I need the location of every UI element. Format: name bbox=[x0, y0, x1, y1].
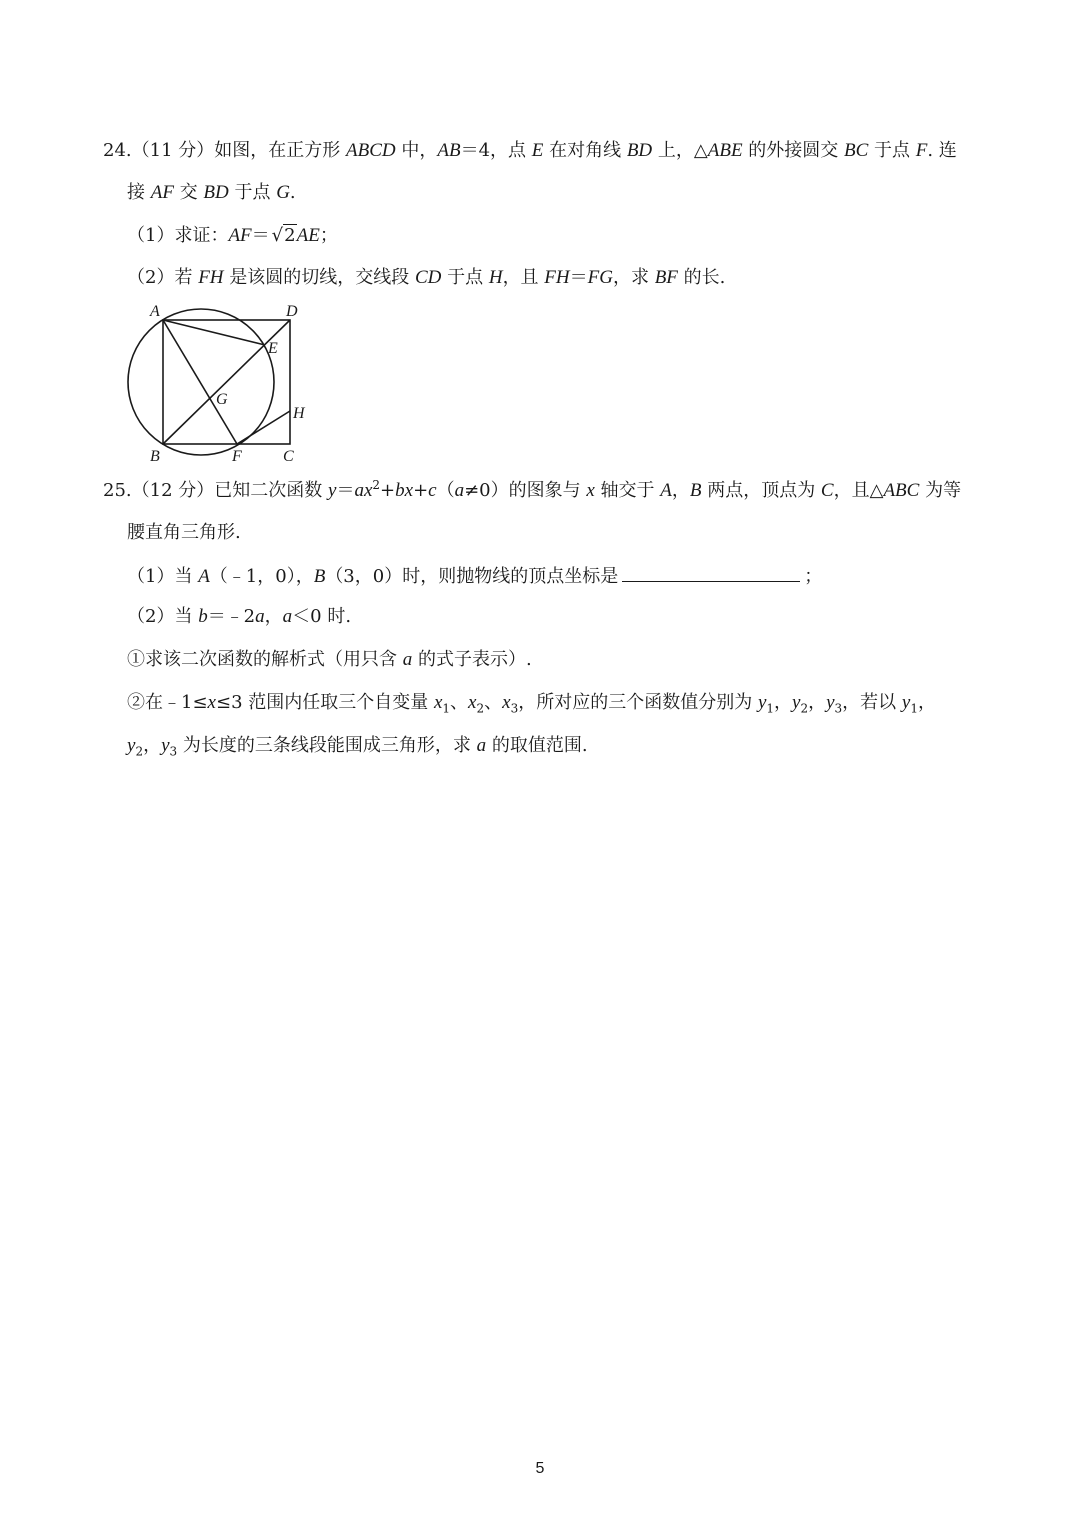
q24-text: 的外接圆交 bbox=[742, 140, 845, 161]
q25-text: ≠0）的图象与 bbox=[464, 480, 587, 501]
label-d: D bbox=[286, 303, 298, 320]
q25-part2 bbox=[127, 605, 351, 629]
q25-text: （3，0）时，则抛物线的顶点坐标是 bbox=[325, 566, 619, 587]
q24-text: ； bbox=[319, 225, 338, 246]
math-var: x bbox=[207, 692, 216, 713]
math-var: ABCD bbox=[346, 140, 396, 161]
q24-text: ，求 bbox=[612, 267, 655, 288]
q25-text: + bbox=[380, 480, 396, 501]
q25-number: 25. bbox=[103, 480, 132, 501]
q24-text: ＝ bbox=[569, 267, 588, 288]
math-var: BD bbox=[203, 182, 229, 203]
q25-text: 为长度的三条线段能围成三角形，求 bbox=[177, 735, 477, 756]
q25-text: 轴交于 bbox=[594, 480, 661, 501]
q24-number: 24. bbox=[103, 140, 132, 161]
subscript: 3 bbox=[169, 744, 178, 759]
q25-score: （12 分） bbox=[131, 480, 215, 501]
math-var: FH bbox=[544, 267, 570, 288]
math-var: b bbox=[198, 606, 208, 627]
math-var: G bbox=[276, 182, 290, 203]
q24-line2 bbox=[127, 181, 296, 205]
math-var: x bbox=[586, 480, 595, 501]
math-var: BF bbox=[654, 267, 678, 288]
q25-text: 腰直角三角形. bbox=[127, 522, 241, 543]
q25-text: ， bbox=[774, 692, 793, 713]
math-var: x bbox=[433, 692, 443, 713]
label-a: A bbox=[150, 303, 160, 320]
q25-text: ，且△ bbox=[833, 480, 884, 501]
q25-text: ， bbox=[143, 735, 162, 756]
q25-line2 bbox=[127, 521, 241, 545]
q25-text: 的取值范围. bbox=[486, 735, 588, 756]
math-var: B bbox=[689, 480, 702, 501]
subscript: 2 bbox=[476, 701, 485, 716]
subscript: 1 bbox=[910, 701, 918, 716]
q25-text: ＜0 时. bbox=[292, 606, 352, 627]
q24-text: （1）求证： bbox=[127, 225, 229, 246]
q25-sub2-cont bbox=[127, 734, 588, 758]
math-var: FG bbox=[587, 267, 613, 288]
geometry-diagram bbox=[118, 296, 318, 466]
math-var: E bbox=[531, 140, 544, 161]
q24-text: 的长. bbox=[677, 267, 726, 288]
math-var: x bbox=[468, 692, 477, 713]
q25-line1 bbox=[103, 479, 961, 503]
page-number: 5 bbox=[535, 1460, 545, 1477]
q24-text: 在对角线 bbox=[543, 140, 627, 161]
math-var: ax bbox=[354, 480, 373, 501]
q25-text: 的式子表示）. bbox=[412, 649, 532, 670]
label-b: B bbox=[150, 448, 160, 465]
q25-text: ， bbox=[264, 606, 283, 627]
q24-text: 于点 bbox=[868, 140, 916, 161]
q24-part1 bbox=[127, 224, 338, 248]
math-var: bx bbox=[395, 480, 414, 501]
label-g: G bbox=[216, 391, 228, 408]
subscript: 2 bbox=[800, 701, 809, 716]
math-var: AF bbox=[228, 225, 252, 246]
math-var: BC bbox=[844, 140, 869, 161]
q24-text: ，且 bbox=[502, 267, 545, 288]
q25-text: 、 bbox=[484, 692, 503, 713]
q25-text: ， bbox=[808, 692, 827, 713]
math-var: a bbox=[454, 480, 465, 501]
subscript: 2 bbox=[135, 744, 144, 759]
q25-text: ≤3 范围内任取三个自变量 bbox=[215, 692, 434, 713]
q24-text: 接 bbox=[127, 182, 151, 203]
math-var: B bbox=[313, 566, 326, 587]
q25-text: ＝﹣2 bbox=[207, 606, 256, 627]
math-var: FH bbox=[198, 267, 224, 288]
q25-text: （2）当 bbox=[127, 606, 199, 627]
q25-text: ，若以 bbox=[842, 692, 902, 713]
q24-text: 于点 bbox=[441, 267, 489, 288]
math-var: y bbox=[328, 480, 337, 501]
tangent-fh bbox=[237, 411, 290, 444]
answer-blank[interactable] bbox=[622, 563, 800, 582]
q25-text: + bbox=[413, 480, 429, 501]
math-var: x bbox=[502, 692, 511, 713]
q25-text: （﹣1，0）， bbox=[209, 566, 314, 587]
radical-sign: √ bbox=[271, 225, 284, 246]
subscript: 3 bbox=[834, 701, 843, 716]
q24-text: 交 bbox=[173, 182, 204, 203]
q25-text: 为等 bbox=[919, 480, 962, 501]
q24-text: 是该圆的切线，交线段 bbox=[223, 267, 415, 288]
q25-text: 已知二次函数 bbox=[214, 480, 329, 501]
math-var: CD bbox=[414, 267, 442, 288]
math-var: AB bbox=[437, 140, 461, 161]
q25-sub1 bbox=[127, 648, 532, 672]
q24-part2 bbox=[127, 266, 725, 290]
q24-text: 上，△ bbox=[652, 140, 708, 161]
q25-text: ②在﹣1≤ bbox=[127, 692, 208, 713]
math-var: AF bbox=[150, 182, 174, 203]
q24-text: 中， bbox=[395, 140, 438, 161]
math-var: y bbox=[757, 692, 767, 713]
q24-line1 bbox=[103, 139, 957, 163]
q25-sub2 bbox=[127, 691, 936, 715]
math-var: ABC bbox=[883, 480, 920, 501]
subscript: 3 bbox=[510, 701, 519, 716]
label-e: E bbox=[268, 340, 278, 357]
math-var: y bbox=[161, 735, 170, 756]
q24-text: 如图，在正方形 bbox=[214, 140, 347, 161]
math-var: A bbox=[660, 480, 672, 501]
q25-text: ， bbox=[917, 692, 936, 713]
exponent: 2 bbox=[372, 478, 381, 492]
q25-text: （ bbox=[436, 480, 455, 501]
q25-text: 两点，顶点为 bbox=[701, 480, 821, 501]
math-var: a bbox=[282, 606, 293, 627]
math-var: a bbox=[476, 735, 487, 756]
q25-text: 、 bbox=[450, 692, 469, 713]
q24-text: ＝ bbox=[251, 225, 270, 246]
segment-ae bbox=[163, 320, 265, 345]
subscript: 1 bbox=[766, 701, 775, 716]
q25-text: ＝ bbox=[336, 480, 355, 501]
radicand: 2 bbox=[284, 225, 296, 246]
label-c: C bbox=[283, 448, 294, 465]
math-var: y bbox=[901, 692, 911, 713]
q25-text: （1）当 bbox=[127, 566, 199, 587]
q24-text: . bbox=[289, 182, 296, 203]
q24-score: （11 分） bbox=[131, 140, 215, 161]
math-var: ABE bbox=[707, 140, 743, 161]
circumcircle bbox=[128, 309, 274, 455]
q24-text: ＝4，点 bbox=[460, 140, 532, 161]
q24-text: 于点 bbox=[228, 182, 277, 203]
math-var: H bbox=[488, 267, 503, 288]
math-var: F bbox=[915, 140, 928, 161]
math-var: a bbox=[402, 649, 413, 670]
q25-part1 bbox=[127, 563, 822, 589]
math-var: y bbox=[792, 692, 801, 713]
q25-text: ①求该二次函数的解析式（用只含 bbox=[127, 649, 403, 670]
label-h: H bbox=[293, 405, 305, 422]
label-f: F bbox=[232, 448, 242, 465]
q25-text: ； bbox=[804, 566, 823, 587]
q24-text: . 连 bbox=[927, 140, 957, 161]
q25-text: ，所对应的三个函数值分别为 bbox=[518, 692, 758, 713]
subscript: 1 bbox=[442, 701, 451, 716]
sqrt-symbol bbox=[270, 224, 297, 248]
q24-figure bbox=[118, 296, 318, 466]
math-var: BD bbox=[626, 140, 653, 161]
q25-text: ， bbox=[671, 480, 690, 501]
q24-text: （2）若 bbox=[127, 267, 199, 288]
math-var: A bbox=[198, 566, 210, 587]
math-var: AE bbox=[296, 225, 320, 246]
math-var: c bbox=[428, 480, 437, 501]
math-var: y bbox=[826, 692, 835, 713]
math-var: y bbox=[127, 735, 136, 756]
math-var: C bbox=[820, 480, 834, 501]
math-var: a bbox=[255, 606, 265, 627]
